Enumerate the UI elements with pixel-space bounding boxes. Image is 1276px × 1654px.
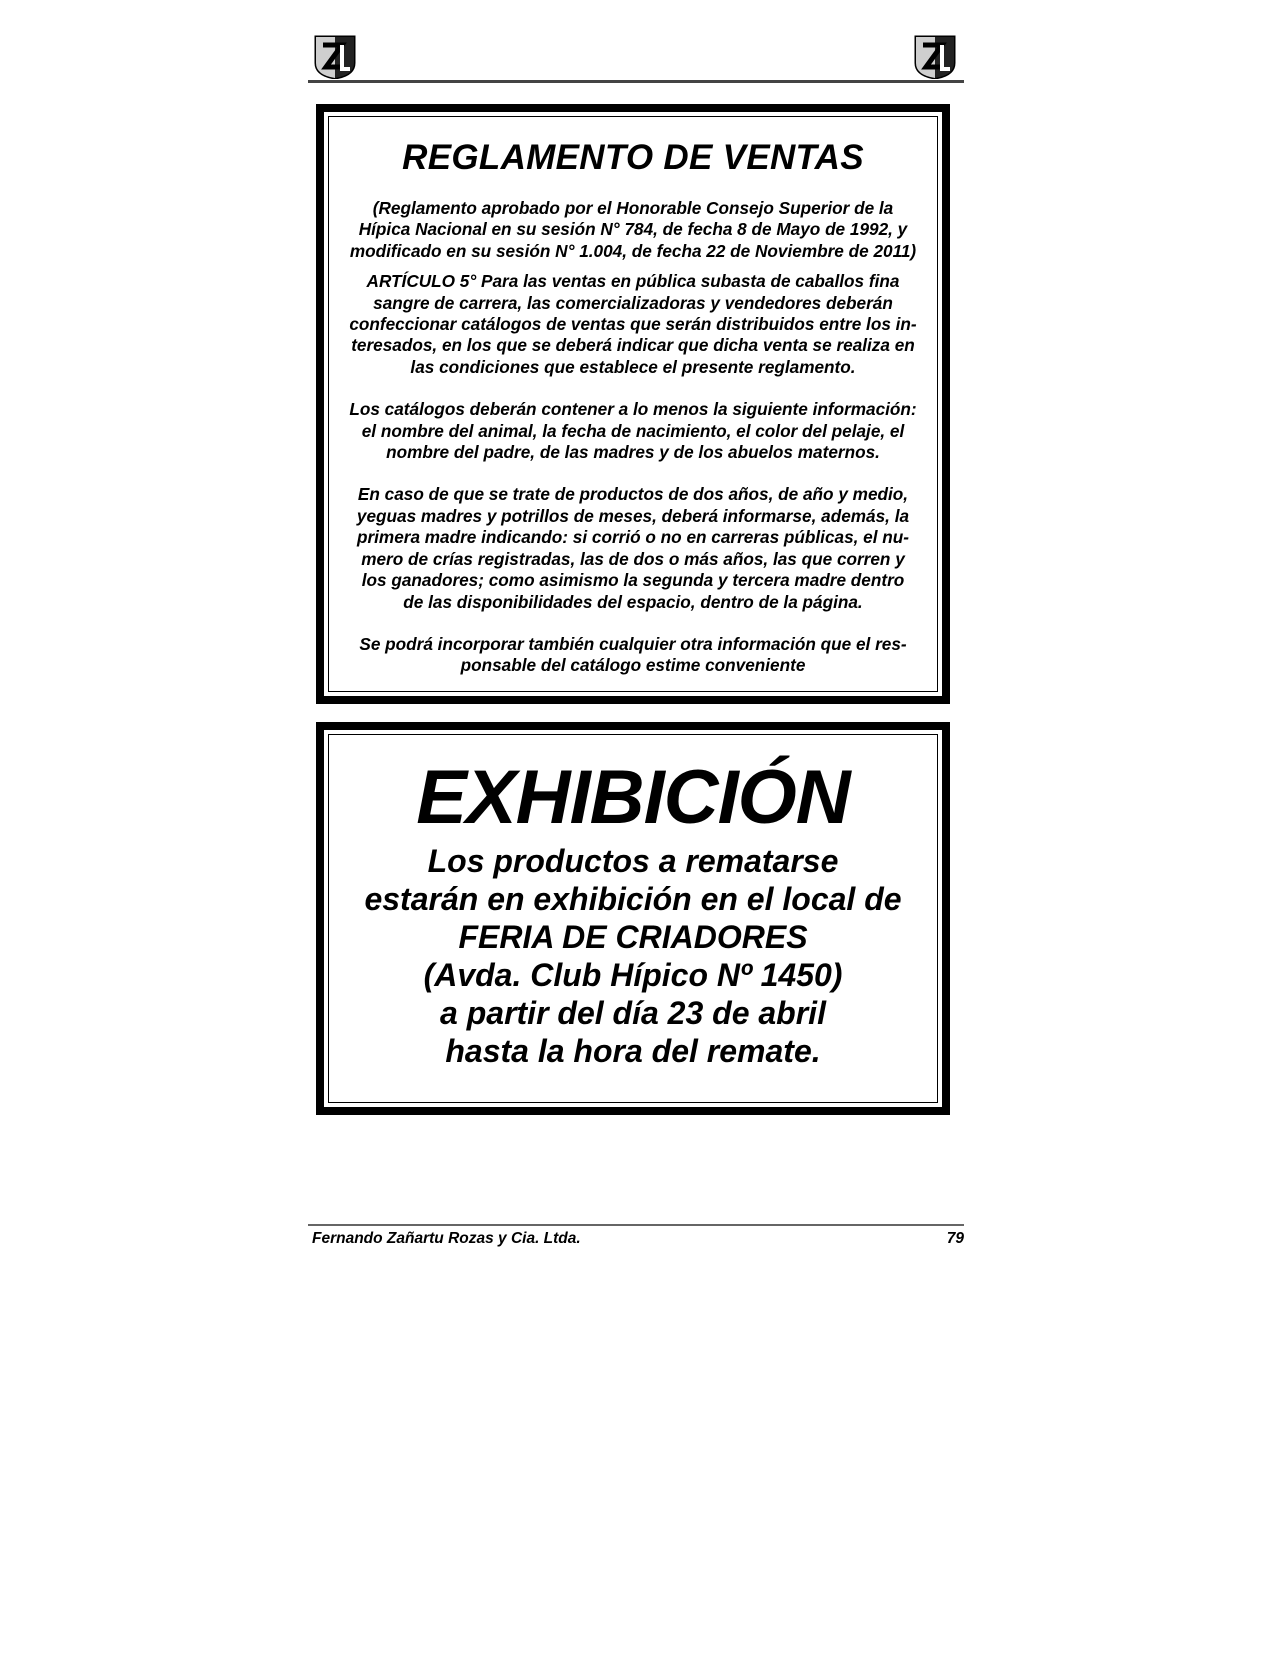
exhibicion-line: FERIA DE CRIADORES [458,919,808,955]
reglamento-intro [332,198,934,262]
articulo-label: ARTÍCULO 5° [366,271,477,292]
company-logo-right [912,33,958,79]
exhibicion-line: (Avda. Club Hípico Nº 1450) [423,957,843,993]
caso-line: de las disponibilidades del espacio, dentro de la página. [403,591,863,612]
intro-line: modificado en su sesión N° 1.004, de fecha 22 de Noviembre de 2011) [349,240,917,261]
articulo-line-text: Para las ventas en pública subasta de caballos fina [476,271,900,292]
exhibicion-box [316,722,950,1115]
exhibicion-title: EXHIBICIÓN [416,755,850,840]
catalogos-line: Los catálogos deberán contener a lo menos la siguiente información: [349,399,917,420]
caso-line: En caso de que se trate de productos de dos años, de año y medio, [357,484,909,505]
articulo-line: las condiciones que establece el presente reglamento. [410,356,856,377]
incorporar-paragraph [332,634,934,677]
exhibicion-line: estarán en exhibición en el local de [364,881,902,917]
caso-line: mero de crías registradas, las de dos o más años, las que corren y [361,548,905,569]
header-divider [308,80,964,83]
zr-monogram-icon [912,33,958,79]
caso-line: los ganadores; como asimismo la segunda y tercera madre dentro [361,570,905,591]
incorporar-line: Se podrá incorporar también cualquier otra información que el res- [359,633,907,654]
company-logo-left [312,33,358,79]
intro-line: (Reglamento aprobado por el Honorable Consejo Superior de la [372,198,894,218]
articulo-line [332,271,934,292]
zr-monogram-icon [312,33,358,79]
articulo-line: confeccionar catálogos de ventas que serán distribuidos entre los in- [349,314,917,335]
caso-line: primera madre indicando: si corrió o no en carreras públicas, el nu- [356,527,910,548]
articulo-paragraph [332,271,934,378]
caso-paragraph [332,484,934,612]
exhibicion-line: a partir del día 23 de abril [440,995,826,1031]
catalogos-paragraph [332,399,934,463]
exhibicion-line: Los productos a rematarse [427,843,839,879]
articulo-line: teresados, en los que se deberá indicar que dicha venta se realiza en [351,335,915,356]
articulo-line: sangre de carrera, las comercializadoras y vendedores deberán [373,292,893,313]
exhibicion-text [324,842,942,1070]
footer-divider [308,1224,964,1226]
caso-line: yeguas madres y potrillos de meses, deberá informarse, además, la [356,505,910,526]
exhibicion-line: hasta la hora del remate. [445,1033,821,1069]
incorporar-line: ponsable del catálogo estime conveniente [460,655,806,676]
intro-line: Hípica Nacional en su sesión N° 784, de fecha 8 de Mayo de 1992, y [358,219,908,240]
catalogos-line: nombre del padre, de las madres y de los abuelos maternos. [386,442,880,463]
reglamento-title: REGLAMENTO DE VENTAS [402,138,864,177]
reglamento-box [316,104,950,704]
catalogos-line: el nombre del animal, la fecha de nacimiento, el color del pelaje, el [361,420,905,441]
page-number: 79 [946,1230,964,1247]
footer-company: Fernando Zañartu Rozas y Cia. Ltda. [312,1230,581,1247]
